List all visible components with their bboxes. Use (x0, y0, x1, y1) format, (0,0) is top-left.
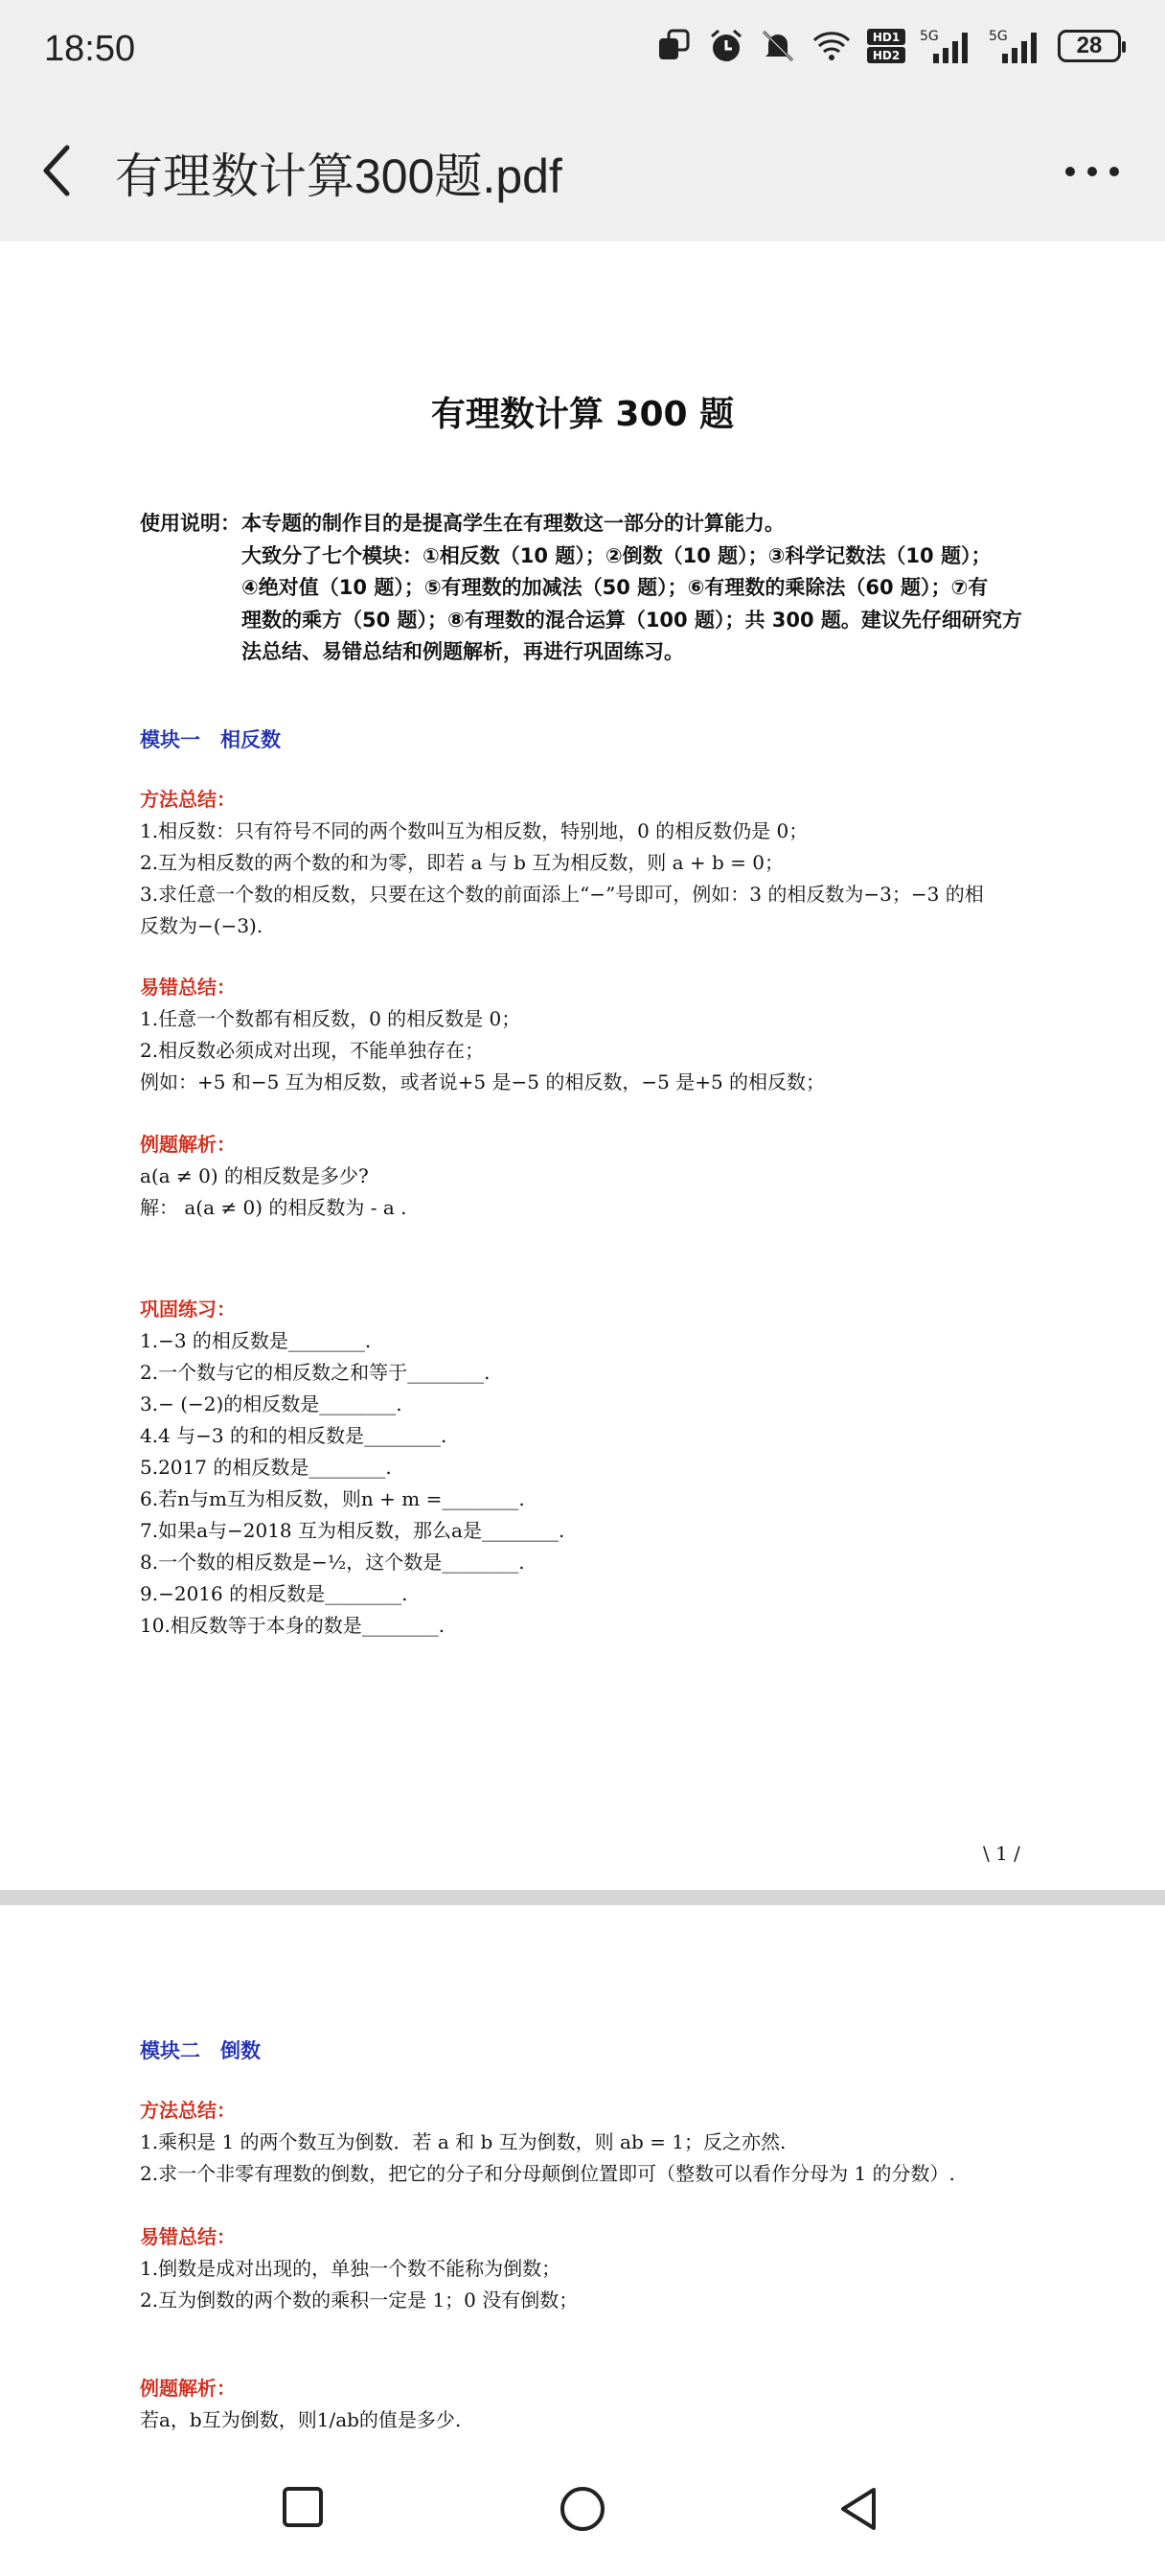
back-nav-button[interactable] (835, 2484, 881, 2538)
error-line: 2.互为倒数的两个数的乘积一定是 1；0 没有倒数； (140, 2288, 579, 2312)
usage-line: ④绝对值（10 题）；⑤有理数的加减法（50 题）；⑥有理数的乘除法（60 题）；⑦有 (241, 576, 989, 599)
mute-bell-icon (759, 27, 797, 65)
method-line: 1.相反数：只有符号不同的两个数叫互为相反数，特别地，0 的相反数仍是 0； (140, 819, 809, 842)
circle-icon (558, 2484, 607, 2534)
practice-item: 6.若n与m互为相反数，则n + m =________. (140, 1487, 525, 1510)
module1-error-block (140, 972, 1031, 1098)
example-heading: 例题解析： (140, 1133, 236, 1156)
practice-item: 5.2017 的相反数是________. (140, 1456, 392, 1479)
navigation-bar (0, 2442, 1165, 2576)
method-line: 3.求任意一个数的相反数，只要在这个数的前面添上“−”号即可，例如：3 的相反数为−3；−3 的相 (140, 883, 984, 906)
example-line: a(a ≠ 0) 的相反数是多少? (140, 1164, 369, 1187)
module1-practice-block (140, 1294, 1031, 1642)
practice-item: 1.−3 的相反数是________. (140, 1329, 372, 1352)
practice-item: 2.一个数与它的相反数之和等于________. (140, 1361, 491, 1384)
method-line: 2.求一个非零有理数的倒数，把它的分子和分母颠倒位置即可（整数可以看作分母为 1 的分数）. (140, 2162, 955, 2185)
pdf-page-2 (0, 1905, 1165, 2442)
page-separator (0, 1890, 1165, 1905)
svg-text:5G: 5G (989, 29, 1008, 44)
title-bar (0, 100, 1165, 242)
module1-example-block (140, 1129, 1031, 1224)
module1-heading-block (140, 724, 1031, 756)
screen-record-icon (655, 27, 694, 65)
error-line: 2.相反数必须成对出现，不能单独存在； (140, 1039, 485, 1062)
square-icon (280, 2484, 326, 2530)
practice-item: 7.如果a与−2018 互为相反数，那么a是________. (140, 1519, 565, 1542)
battery-icon: 28 (1058, 30, 1121, 62)
error-line: 例如：+5 和−5 互为相反数，或者说+5 是−5 的相反数，−5 是+5 的相反数； (140, 1070, 826, 1093)
method-summary-heading: 方法总结： (140, 2099, 236, 2122)
module-heading: 模块一 相反数 (140, 728, 281, 751)
status-icons (655, 27, 1121, 65)
svg-text:HD1: HD1 (872, 31, 901, 44)
document-title: 有理数计算 300 题 (430, 395, 735, 434)
method-line: 反数为−(−3). (140, 914, 263, 937)
wifi-icon (811, 27, 853, 65)
alarm-icon (707, 27, 745, 65)
module2-method-block (140, 2095, 1031, 2190)
module2-heading-block (140, 2036, 1031, 2067)
practice-item: 8.一个数的相反数是−½，这个数是________. (140, 1551, 525, 1574)
practice-item: 3.− (−2)的相反数是________. (140, 1392, 402, 1415)
status-time: 18:50 (44, 29, 136, 69)
example-line: 解： a(a ≠ 0) 的相反数为 - a . (140, 1196, 407, 1219)
more-dot-icon (1109, 167, 1119, 176)
example-line: 若a，b互为倒数，则1/ab的值是多少. (140, 2408, 462, 2431)
usage-instructions (140, 508, 1031, 669)
method-line: 1.乘积是 1 的两个数互为倒数．若 a 和 b 互为倒数，则 ab = 1；反之亦然. (140, 2130, 787, 2153)
signal-5g-icon (989, 27, 1044, 65)
svg-text:5G: 5G (920, 29, 939, 44)
pdf-page-1 (0, 242, 1165, 1890)
method-line: 2.互为相反数的两个数的和为零，即若 a 与 b 互为相反数，则 a + b = 0； (140, 851, 784, 874)
practice-item: 9.−2016 的相反数是________. (140, 1582, 408, 1605)
practice-item: 10.相反数等于本身的数是________. (140, 1614, 445, 1637)
error-line: 1.倒数是成对出现的，单独一个数不能称为倒数； (140, 2257, 561, 2280)
back-button[interactable] (34, 140, 84, 201)
file-title: 有理数计算300题.pdf (115, 150, 562, 203)
status-bar (0, 0, 1165, 100)
module2-error-block (140, 2221, 1031, 2316)
method-summary-heading: 方法总结： (140, 788, 236, 811)
signal-5g-icon (920, 27, 975, 65)
page-number: \ 1 / (983, 1842, 1020, 1865)
example-heading: 例题解析： (140, 2377, 236, 2400)
module-heading: 模块二 倒数 (140, 2039, 261, 2062)
module1-method-block (140, 784, 1031, 942)
usage-line: 理数的乘方（50 题）；⑧有理数的混合运算（100 题）；共 300 题。建议先仔细研究方 (241, 608, 1022, 632)
home-button[interactable] (558, 2484, 607, 2538)
error-summary-heading: 易错总结： (140, 976, 236, 999)
triangle-back-icon (835, 2484, 881, 2534)
recent-apps-button[interactable] (280, 2484, 326, 2534)
usage-line: 法总结、易错总结和例题解析，再进行巩固练习。 (241, 640, 684, 663)
svg-text:HD2: HD2 (872, 49, 901, 62)
more-dot-icon (1065, 167, 1075, 176)
module2-example-block (140, 2373, 1031, 2436)
more-dot-icon (1087, 167, 1097, 176)
practice-item: 4.4 与−3 的和的相反数是________. (140, 1424, 447, 1447)
back-arrow-icon (34, 140, 84, 201)
usage-line: 本专题的制作目的是提高学生在有理数这一部分的计算能力。 (241, 512, 785, 535)
usage-line: 大致分了七个模块：①相反数（10 题）；②倒数（10 题）；③科学记数法（10 题）； (241, 543, 992, 567)
error-line: 1.任意一个数都有相反数，0 的相反数是 0； (140, 1007, 521, 1030)
hd-icon (866, 27, 906, 65)
more-options-button[interactable] (1065, 157, 1131, 186)
practice-heading: 巩固练习： (140, 1298, 236, 1321)
error-summary-heading: 易错总结： (140, 2225, 236, 2248)
usage-label: 使用说明： (140, 512, 240, 535)
